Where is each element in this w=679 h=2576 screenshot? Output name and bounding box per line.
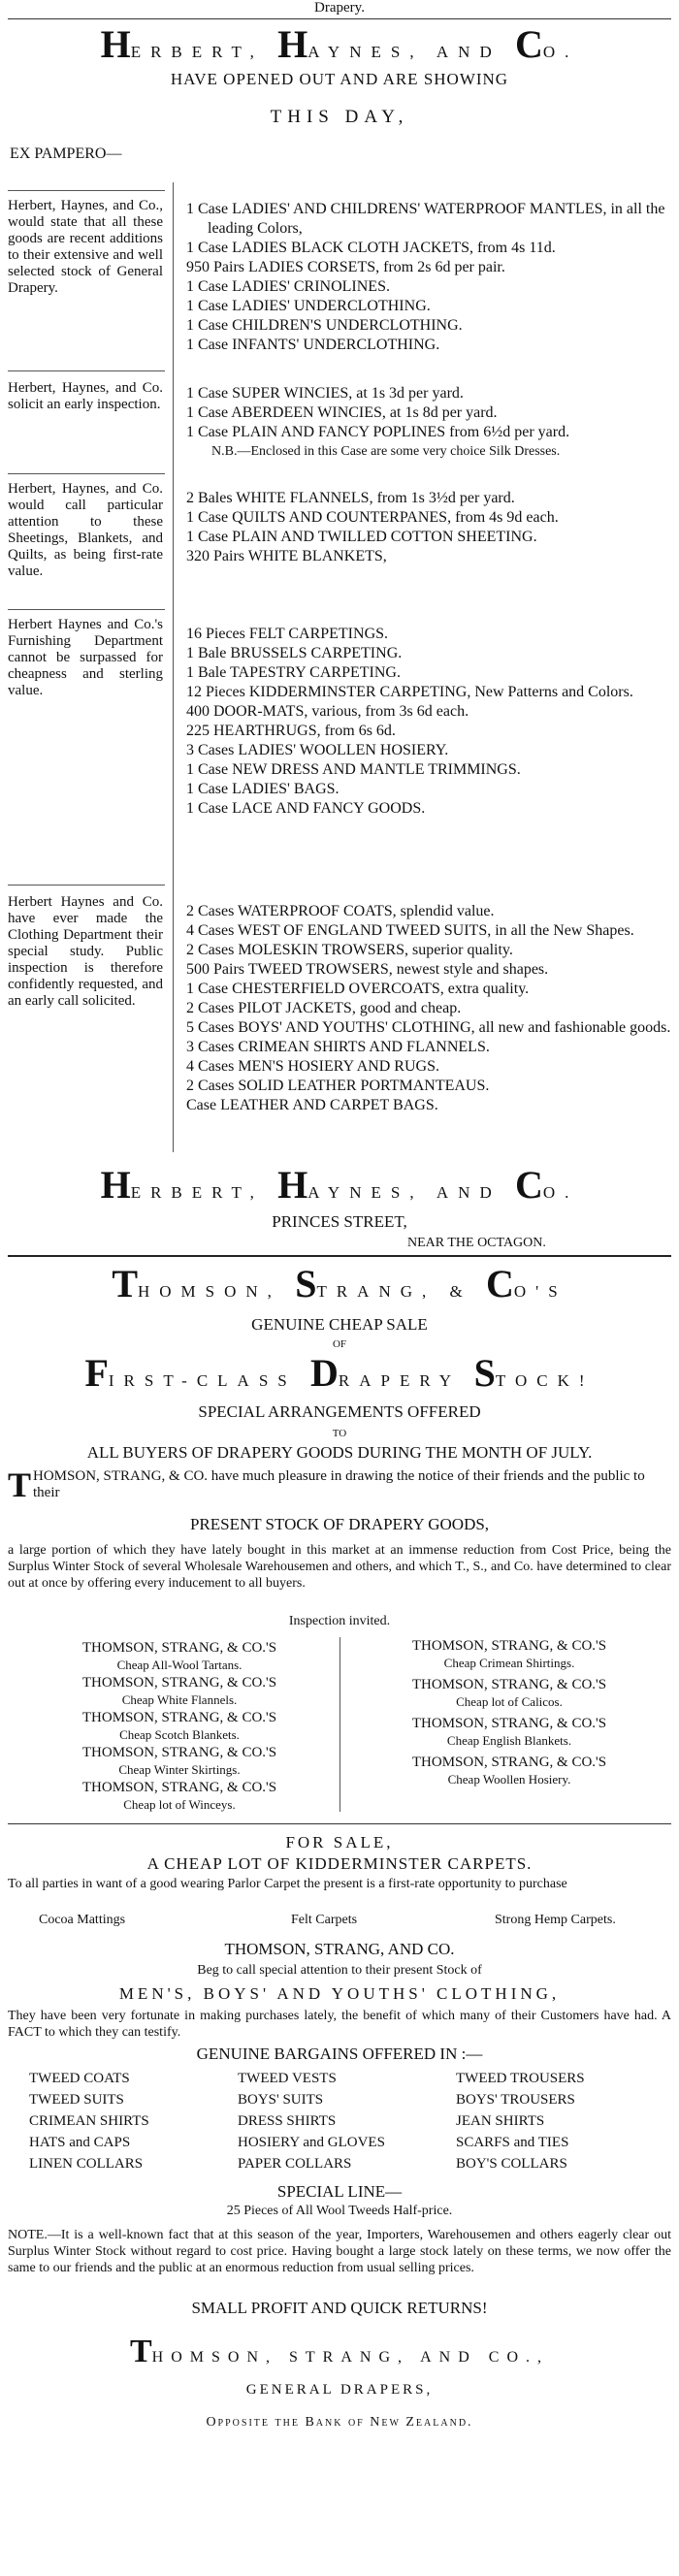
ts-footer-cap: T <box>129 2334 152 2369</box>
grid-cell: DRESS SHIRTS <box>238 2113 337 2129</box>
ts-part-4: O'S <box>513 1282 567 1301</box>
list-item: 1 Case LACE AND FANCY GOODS. <box>186 800 426 817</box>
list-item-note: N.B.—Enclosed in this Case are some very choice Silk Dresses. <box>211 444 561 459</box>
list-item: 500 Pairs TWEED TROWSERS, newest style and shapes. <box>186 961 549 978</box>
grid-cell: BOYS' TROUSERS <box>456 2092 575 2108</box>
ts-part-1: HOMSON, <box>138 1282 281 1301</box>
hh-headline2: THIS DAY, <box>270 107 409 127</box>
hh-part-4: O. <box>542 43 579 61</box>
hh-side-note-2: Herbert, Haynes, and Co. solicit an early inspection. <box>8 380 163 412</box>
ts-cap-2: S <box>295 1262 317 1305</box>
list-item: 1 Case SUPER WINCIES, at 1s 3d per yard. <box>186 385 464 402</box>
firm-label: THOMSON, STRANG, & CO.'S <box>411 1638 607 1654</box>
ts-fc-cap-3: S <box>473 1351 496 1395</box>
ts-fc-cap-1: F <box>84 1351 109 1395</box>
grid-cell: SCARFS and TIES <box>456 2135 569 2150</box>
hh-items-c <box>186 489 671 566</box>
list-item: Cheap Scotch Blankets. <box>119 1727 240 1742</box>
ts-fortunate: They have been very fortunate in making purchases lately, the benefit of which many of their Customers have had. A FACT to which they can testify. <box>8 2009 671 2040</box>
ts-footer-name <box>8 2334 671 2370</box>
hh-title <box>8 21 671 67</box>
list-item: 16 Pieces FELT CARPETINGS. <box>186 626 389 642</box>
hh-side-rule-4 <box>8 609 165 610</box>
hh-part-3: AND <box>436 43 501 61</box>
grid-cell: TWEED TROUSERS <box>456 2071 585 2086</box>
grid-cell: TWEED VESTS <box>238 2071 337 2086</box>
hh-part-1: ERBERT, <box>130 43 264 61</box>
ts-cap-3: C <box>485 1262 514 1305</box>
list-item: 1 Case CHESTERFIELD OVERCOATS, extra quality. <box>186 981 530 997</box>
list-item: Cheap Crimean Shirtings. <box>443 1656 575 1670</box>
list-item: 1 Case LADIES' BAGS. <box>186 781 340 797</box>
grid-cell: TWEED COATS <box>29 2071 130 2086</box>
list-item: 1 Case INFANTS' UNDERCLOTHING. <box>186 337 440 353</box>
ts-rule-1 <box>8 1823 671 1824</box>
hh-footer-part-2: AYNES, <box>307 1183 424 1202</box>
firm-label: THOMSON, STRANG, & CO.'S <box>81 1640 277 1656</box>
hh-footer-near: NEAR THE OCTAGON. <box>407 1236 546 1250</box>
hh-items-e <box>186 902 671 1115</box>
list-item: 225 HEARTHRUGS, from 6s 6d. <box>186 723 396 739</box>
herbert-haynes-ad <box>0 0 679 1231</box>
ts-inspection: Inspection invited. <box>288 1614 391 1628</box>
ts-parlour: To all parties in want of a good wearing Parlor Carpet the present is a first-rate opportunity to purchase <box>8 1877 567 1891</box>
list-item: Cheap lot of Winceys. <box>123 1797 236 1812</box>
mat-item: Strong Hemp Carpets. <box>495 1913 616 1927</box>
list-item: 1 Case LADIES' AND CHILDRENS' WATERPROOF MANTLES, in all the leading Colors, <box>186 201 665 237</box>
list-item: 1 Case CHILDREN'S UNDERCLOTHING. <box>186 317 463 334</box>
ts-for-sale: FOR SALE, <box>285 1833 394 1852</box>
list-item: Case LEATHER AND CARPET BAGS. <box>186 1097 438 1113</box>
hh-side-note-3: Herbert, Haynes, and Co. would call particular attention to these Sheetings, Blankets, and Quilts, as being first-rate value. <box>8 481 163 579</box>
list-item: 1 Case PLAIN AND TWILLED COTTON SHEETING. <box>186 529 537 545</box>
ts-para1: a large portion of which they have lately bought in this market at an immense reduction from Cost Price, being the Surplus Winter Stock of several Wholesale Warehousemen and others, and which T., S., and Co. have determined to clear out at once by offering every inducement to all buyers. <box>8 1543 671 1591</box>
list-item: 3 Cases LADIES' WOOLLEN HOSIERY. <box>186 742 449 758</box>
hh-footer-part-4: O. <box>542 1183 579 1202</box>
ts-title <box>8 1261 671 1306</box>
hh-footer-cap-2: H <box>277 1163 308 1207</box>
list-item: 950 Pairs LADIES CORSETS, from 2s 6d per pair. <box>186 259 505 275</box>
grid-cell: BOYS' SUITS <box>238 2092 324 2108</box>
list-item: 2 Cases SOLID LEATHER PORTMANTEAUS. <box>186 1078 490 1094</box>
hh-footer-street: PRINCES STREET, <box>272 1212 407 1231</box>
grid-cell: TWEED SUITS <box>29 2092 124 2108</box>
hh-footer-part-1: ERBERT, <box>130 1183 264 1202</box>
firm-label: THOMSON, STRANG, & CO.'S <box>411 1677 607 1692</box>
hh-side-rule-3 <box>8 473 165 474</box>
mat-item: Cocoa Mattings <box>39 1913 126 1927</box>
list-item: 1 Case ABERDEEN WINCIES, at 1s 8d per yard. <box>186 404 498 421</box>
grid-cell: LINEN COLLARS <box>29 2156 144 2172</box>
list-item: Cheap English Blankets. <box>446 1733 572 1748</box>
list-item: 1 Bale BRUSSELS CARPETING. <box>186 645 403 661</box>
ts-footer-name-text: HOMSON, STRANG, AND CO., <box>151 2349 550 2366</box>
list-item: 12 Pieces KIDDERMINSTER CARPETING, New Patterns and Colors. <box>186 684 633 700</box>
hh-cap-2: H <box>277 22 308 66</box>
grid-cell: HATS and CAPS <box>29 2135 131 2150</box>
ts-intro <box>8 1465 671 1504</box>
firm-label: THOMSON, STRANG, & CO.'S <box>411 1755 607 1770</box>
ts-bargains: GENUINE BARGAINS OFFERED IN :— <box>196 2045 483 2063</box>
list-item: 1 Case PLAIN AND FANCY POPLINES from 6½d per yard. <box>186 424 570 440</box>
hh-footer-cap-3: C <box>514 1163 543 1207</box>
ts-fc-part-2: RAPERY <box>338 1371 461 1390</box>
ts-genuine: GENUINE CHEAP SALE <box>251 1315 428 1334</box>
list-item: 1 Case NEW DRESS AND MANTLE TRIMMINGS. <box>186 761 521 778</box>
hh-items-b <box>186 384 671 462</box>
ts-part-3: & <box>449 1282 472 1301</box>
hh-side-rule-5 <box>8 885 165 886</box>
list-item: Cheap All-Wool Tartans. <box>116 1658 242 1672</box>
grid-cell: CRIMEAN SHIRTS <box>29 2113 149 2129</box>
list-item: 1 Case LADIES' CRINOLINES. <box>186 278 390 295</box>
list-item: 3 Cases CRIMEAN SHIRTS AND FLANNELS. <box>186 1039 490 1055</box>
ts-small-profit: SMALL PROFIT AND QUICK RETURNS! <box>191 2299 488 2317</box>
list-item: Cheap Winter Skirtings. <box>118 1762 241 1777</box>
hh-side-note-4: Herbert Haynes and Co.'s Furnishing Department cannot be surpassed for cheapness and sterling value. <box>8 617 163 698</box>
hh-headline1: HAVE OPENED OUT AND ARE SHOWING <box>170 70 509 88</box>
ts-special-line: SPECIAL LINE— <box>276 2182 403 2201</box>
ts-opposite: Opposite the Bank of New Zealand. <box>206 2415 473 2430</box>
ts-of: OF <box>332 1338 347 1350</box>
hh-items-a <box>186 200 671 355</box>
ts-mens: MEN'S, BOYS' AND YOUTHS' CLOTHING, <box>118 1984 561 2003</box>
list-item: 2 Cases WATERPROOF COATS, splendid value. <box>186 903 495 919</box>
ts-bargain-grid <box>29 2068 650 2179</box>
firm-label: THOMSON, STRANG, & CO.'S <box>81 1710 277 1725</box>
ts-special: SPECIAL ARRANGEMENTS OFFERED <box>198 1402 481 1421</box>
hh-cap-3: C <box>514 22 543 66</box>
grid-cell: BOY'S COLLARS <box>456 2156 567 2172</box>
hh-ship: EX PAMPERO— <box>10 145 122 162</box>
hh-footer-part-3: AND <box>436 1183 501 1202</box>
ts-intro-cap: T <box>8 1465 32 1504</box>
ts-firm2: THOMSON, STRANG, AND CO. <box>224 1940 455 1958</box>
section-header: Drapery. <box>314 0 365 16</box>
ts-note: NOTE.—It is a well-known fact that at this season of the year, Importers, Warehousemen and others eagerly clear out Surplus Winter Stock without regard to cost price. Having bought a large stock lately on these terms, we now offer the same to our friends and the public at an enormous reduction from usual selling prices. <box>8 2228 671 2275</box>
grid-cell: HOSIERY and GLOVES <box>238 2135 385 2150</box>
grid-cell: JEAN SHIRTS <box>456 2113 545 2129</box>
ts-part-2: TRANG, <box>316 1282 436 1301</box>
firm-label: THOMSON, STRANG, & CO.'S <box>81 1780 277 1795</box>
ts-cheap-lot: A CHEAP LOT OF KIDDERMINSTER CARPETS. <box>146 1854 533 1873</box>
ts-present: PRESENT STOCK OF DRAPERY GOODS, <box>189 1515 490 1533</box>
ts-all-buyers: ALL BUYERS OF DRAPERY GOODS DURING THE MONTH OF JULY. <box>86 1443 593 1462</box>
list-item: 1 Case QUILTS AND COUNTERPANES, from 4s 9d each. <box>186 509 559 526</box>
hh-cap-1: H <box>100 22 131 66</box>
ts-pieces: 25 Pieces of All Wool Tweeds Half-price. <box>226 2204 453 2218</box>
ts-intro-text: HOMSON, STRANG, & CO. have much pleasure in drawing the notice of their friends and the public to their <box>33 1468 645 1500</box>
hh-column-divider <box>173 182 174 1152</box>
list-item: 5 Cases BOYS' AND YOUTHS' CLOTHING, all new and fashionable goods. <box>186 1019 671 1036</box>
list-item: 1 Bale TAPESTRY CARPETING. <box>186 664 401 681</box>
ts-fc-part-1: IRST-CLASS <box>108 1371 297 1390</box>
ts-to: TO <box>332 1428 347 1439</box>
hh-footer-title <box>8 1162 671 1208</box>
hh-side-note-5: Herbert Haynes and Co. have ever made the Clothing Department their special study. Public inspection is therefore confidently requested, and an early call solicited. <box>8 894 163 1009</box>
list-item: 400 DOOR-MATS, various, from 3s 6d each. <box>186 703 469 720</box>
list-item: 2 Cases PILOT JACKETS, good and cheap. <box>186 1000 462 1016</box>
ts-right-list <box>359 1637 660 1788</box>
list-item: 1 Case LADIES BLACK CLOTH JACKETS, from 4s 11d. <box>186 240 556 256</box>
grid-cell: PAPER COLLARS <box>238 2156 352 2172</box>
hh-part-2: AYNES, <box>307 43 424 61</box>
firm-label: THOMSON, STRANG, & CO.'S <box>81 1745 277 1760</box>
list-item: 320 Pairs WHITE BLANKETS, <box>186 548 387 564</box>
ts-beg: Beg to call special attention to their present Stock of <box>197 1963 482 1978</box>
list-item: 4 Cases WEST OF ENGLAND TWEED SUITS, in all the New Shapes. <box>186 922 634 939</box>
ts-cap-1: T <box>112 1262 138 1305</box>
list-item: 2 Cases MOLESKIN TROWSERS, superior quality. <box>186 942 513 958</box>
hh-items-d <box>186 625 671 819</box>
list-item: 2 Bales WHITE FLANNELS, from 1s 3½d per yard. <box>186 490 515 506</box>
list-item: Cheap White Flannels. <box>121 1692 238 1707</box>
firm-label: THOMSON, STRANG, & CO.'S <box>411 1716 607 1731</box>
ts-fc-part-3: TOCK! <box>495 1371 595 1390</box>
ts-fc-cap-2: D <box>310 1351 339 1395</box>
hh-side-rule-1 <box>8 190 165 191</box>
firm-label: THOMSON, STRANG, & CO.'S <box>81 1675 277 1690</box>
list-item: Cheap lot of Calicos. <box>456 1694 563 1709</box>
hh-side-note-1: Herbert, Haynes, and Co., would state that all these goods are recent additions to their extensive and well selected stock of General Drapery. <box>8 198 163 296</box>
mat-item: Felt Carpets <box>291 1913 358 1927</box>
ts-left-list <box>29 1639 330 1814</box>
list-item: 1 Case LADIES' UNDERCLOTHING. <box>186 298 431 314</box>
list-item: Cheap Woollen Hosiery. <box>447 1772 571 1787</box>
list-item: 4 Cases MEN'S HOSIERY AND RUGS. <box>186 1058 439 1075</box>
ts-first-class <box>8 1350 671 1396</box>
ad-separator <box>8 1255 671 1257</box>
hh-side-rule-2 <box>8 370 165 371</box>
hh-footer-cap-1: H <box>100 1163 131 1207</box>
ts-general: GENERAL DRAPERS, <box>245 2382 434 2398</box>
